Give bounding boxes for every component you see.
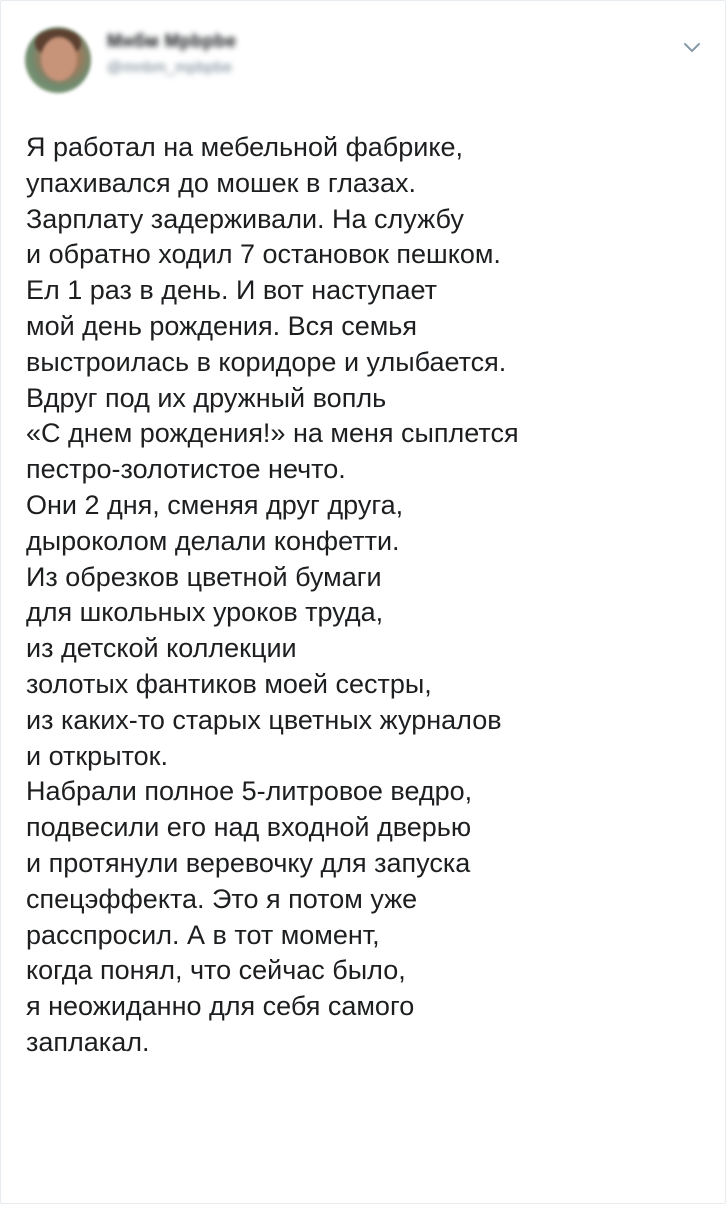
tweet-text-line: Ел 1 раз в день. И вот наступает xyxy=(26,275,437,306)
tweet-text-line: Вдруг под их дружный вопль xyxy=(26,382,387,413)
tweet-text-line: Набрали полное 5-литровое ведро, xyxy=(26,776,473,807)
tweet-text-line: из каких-то старых цветных журналов xyxy=(26,704,502,735)
tweet-text-line: спецэффекта. Это я потом уже xyxy=(26,883,418,914)
tweet-text-line: упахивался до мошек в глазах. xyxy=(26,167,416,198)
tweet-text-line: выстроилась в коридоре и улыбается. xyxy=(26,346,507,377)
tweet-text-line: Зарплату задерживали. На службу xyxy=(26,203,464,234)
display-name[interactable]: Mнбм Mpbpbe xyxy=(107,31,237,51)
tweet-text-line: для школьных уроков труда, xyxy=(26,597,384,628)
tweet-text-line: и открыток. xyxy=(26,740,169,771)
user-handle: @mnbm_mpbpbe xyxy=(107,59,233,76)
avatar-face xyxy=(41,37,77,81)
chevron-down-icon[interactable] xyxy=(681,37,703,59)
tweet-text-line: Я работал на мебельной фабрике, xyxy=(26,132,463,162)
tweet-header xyxy=(25,25,705,95)
tweet-text-line: и протянули веревочку для запуска xyxy=(26,847,471,878)
tweet-text-line: дыроколом делали конфетти. xyxy=(26,525,400,556)
tweet-text-line: расспросил. А в тот момент, xyxy=(26,919,380,950)
tweet-text-line: когда понял, что сейчас было, xyxy=(26,955,406,986)
tweet-text-line: и обратно ходил 7 остановок пешком. xyxy=(26,239,501,270)
tweet-text-line: Они 2 дня, сменяя друг друга, xyxy=(26,489,404,520)
tweet-text-line: пестро-золотистое нечто. xyxy=(26,454,346,485)
tweet-text-line: заплакал. xyxy=(26,1026,150,1057)
tweet-text xyxy=(26,130,706,1061)
tweet-text-line: я неожиданно для себя самого xyxy=(26,991,415,1022)
tweet-text-line: из детской коллекции xyxy=(26,633,297,664)
tweet-text-line: «С днем рождения!» на меня сыплется xyxy=(26,418,519,449)
chevron-down-icon-svg xyxy=(681,37,703,59)
tweet-text-line: подвесили его над входной дверью xyxy=(26,812,472,843)
tweet-text-line: Из обрезков цветной бумаги xyxy=(26,561,382,592)
tweet-text-line: золотых фантиков моей сестры, xyxy=(26,668,432,699)
user-avatar[interactable] xyxy=(25,27,91,93)
tweet-text-line: мой день рождения. Вся семья xyxy=(26,310,417,341)
user-info[interactable] xyxy=(107,31,467,81)
